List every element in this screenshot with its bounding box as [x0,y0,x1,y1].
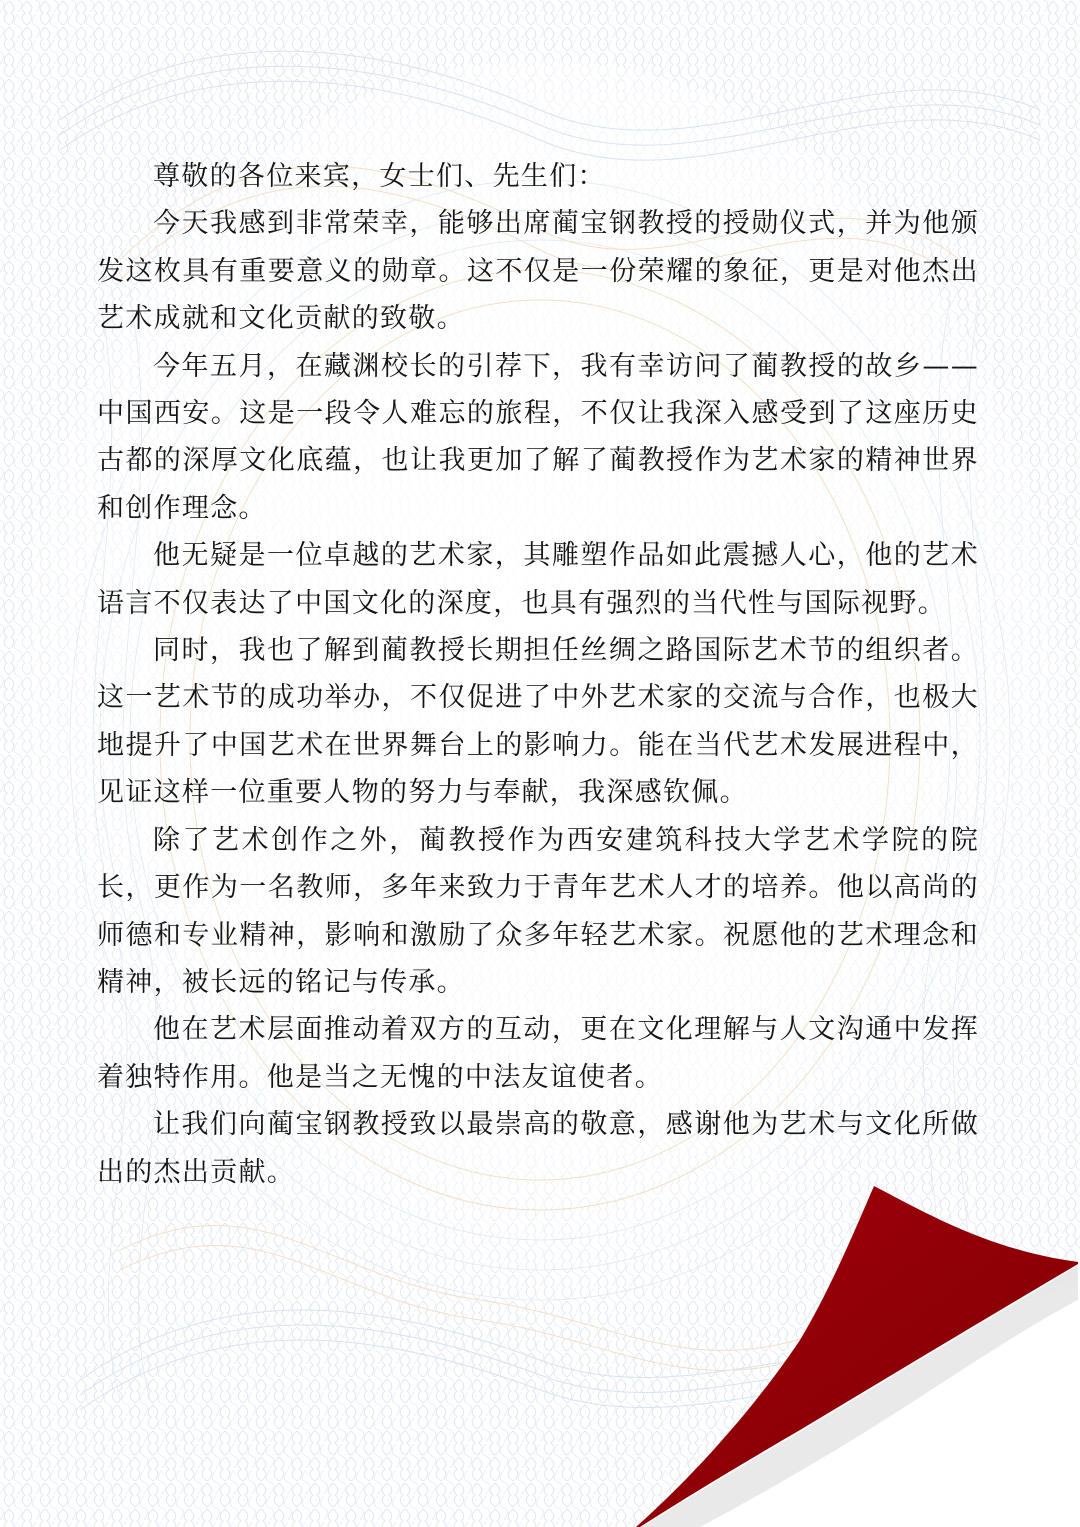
paragraph: 今年五月，在藏渊校长的引荐下，我有幸访问了蔺教授的故乡——中国西安。这是一段令人难忘的旅程，不仅让我深入感受到了这座历史古都的深厚文化底蕴，也让我更加了解了蔺教授作为艺术家的精神世界和创作理念。 [97,350,979,524]
paragraph: 同时，我也了解到蔺教授长期担任丝绸之路国际艺术节的组织者。这一艺术节的成功举办，不仅促进了中外艺术家的交流与合作，也极大地提升了中国艺术在世界舞台上的影响力。能在当代艺术发展进程中，见证这样一位重要人物的努力与奉献，我深感钦佩。 [97,635,979,809]
speech-body [97,153,979,1196]
paragraph: 他在艺术层面推动着双方的互动，更在文化理解与人文沟通中发挥着独特作用。他是当之无愧的中法友谊使者。 [97,1014,979,1093]
greeting: 尊敬的各位来宾，女士们、先生们： [153,161,606,192]
paragraph: 今天我感到非常荣幸，能够出席蔺宝钢教授的授勋仪式，并为他颁发这枚具有重要意义的勋章。这不仅是一份荣耀的象征，更是对他杰出艺术成就和文化贡献的致敬。 [97,208,979,335]
paragraph: 除了艺术创作之外，蔺教授作为西安建筑科技大学艺术学院的院长，更作为一名教师，多年来致力于青年艺术人才的培养。他以高尚的师德和专业精神，影响和激励了众多年轻艺术家。祝愿他的艺术理念和精神，被长远的铭记与传承。 [97,824,979,998]
paragraph: 让我们向蔺宝钢教授致以最崇高的敬意，感谢他为艺术与文化所做出的杰出贡献。 [97,1109,979,1188]
paragraph: 他无疑是一位卓越的艺术家，其雕塑作品如此震撼人心，他的艺术语言不仅表达了中国文化的深度，也具有强烈的当代性与国际视野。 [97,540,979,619]
